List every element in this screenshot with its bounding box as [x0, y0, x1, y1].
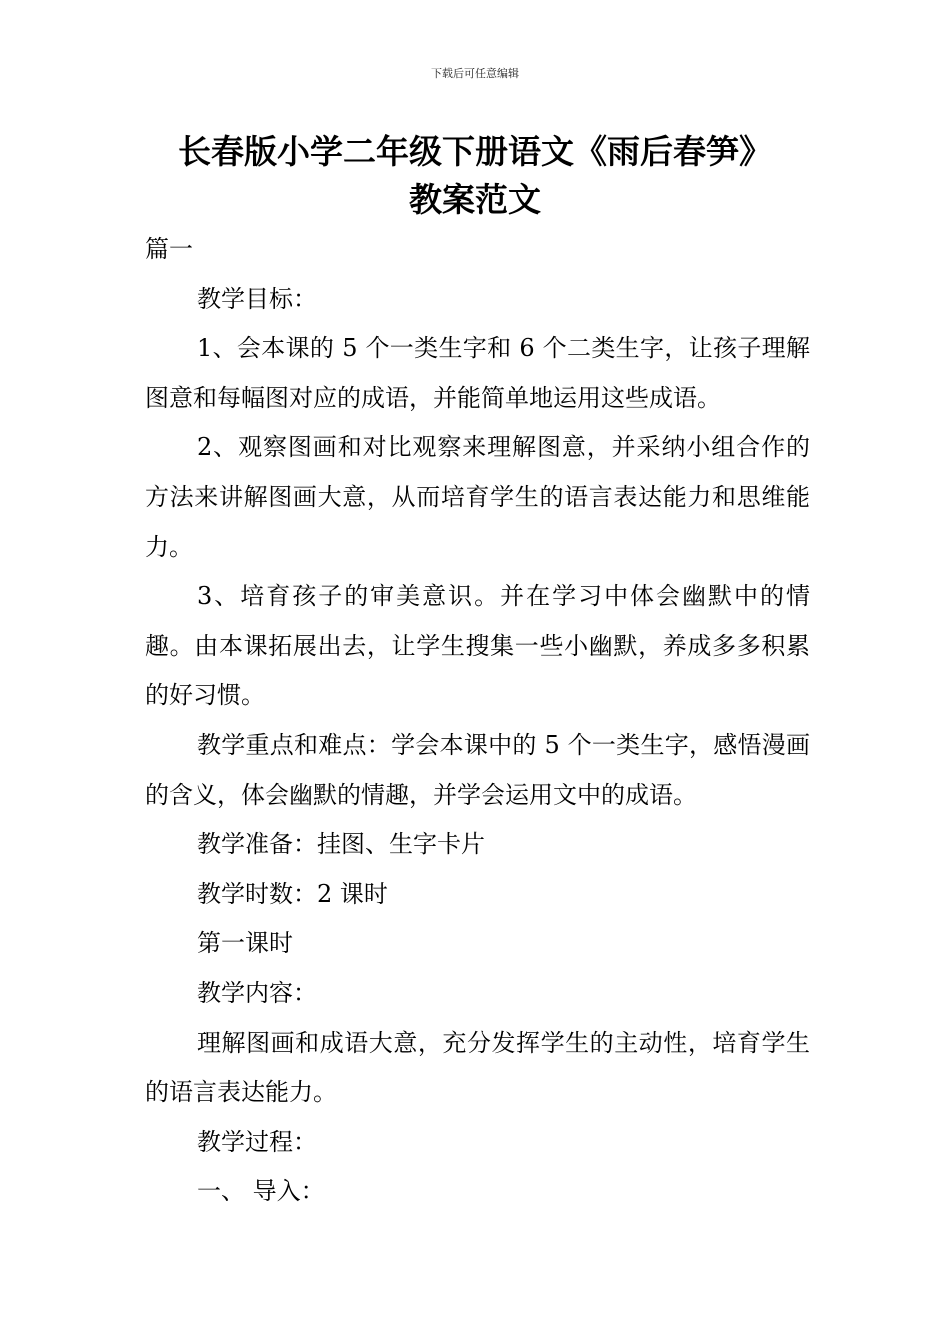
title-line-2: 教案范文 — [409, 180, 541, 219]
document-title — [100, 128, 850, 224]
section-label: 篇一 — [145, 235, 193, 263]
paragraph: 教学重点和难点：学会本课中的 5 个一类生字，感悟漫画的含义，体会幽默的情趣，并学会运用文中的成语。 — [145, 730, 810, 809]
paragraph: 2、观察图画和对比观察来理解图意，并采纳小组合作的方法来讲解图画大意，从而培育学生的语言表达能力和思维能力。 — [145, 433, 810, 561]
document-body — [145, 225, 810, 1217]
paragraph: 教学内容： — [197, 978, 317, 1007]
paragraph: 教学目标： — [197, 284, 317, 313]
paragraph: 教学过程： — [197, 1127, 317, 1156]
paragraph: 教学时数：2 课时 — [197, 879, 388, 908]
paragraph: 一、 导入： — [197, 1177, 325, 1206]
paragraph: 3、培育孩子的审美意识。并在学习中体会幽默中的情趣。由本课拓展出去，让学生搜集一些小幽默，养成多多积累的好习惯。 — [145, 582, 810, 710]
title-line-1: 长春版小学二年级下册语文《雨后春笋》 — [178, 132, 772, 171]
header-note: 下载后可任意编辑 — [431, 67, 519, 80]
paragraph: 教学准备：挂图、生字卡片 — [197, 830, 485, 859]
paragraph: 第一课时 — [197, 929, 293, 958]
paragraph: 理解图画和成语大意，充分发挥学生的主动性，培育学生的语言表达能力。 — [145, 1028, 810, 1107]
paragraph: 1、会本课的 5 个一类生字和 6 个二类生字，让孩子理解图意和每幅图对应的成语，并能简单地运用这些成语。 — [145, 334, 810, 412]
